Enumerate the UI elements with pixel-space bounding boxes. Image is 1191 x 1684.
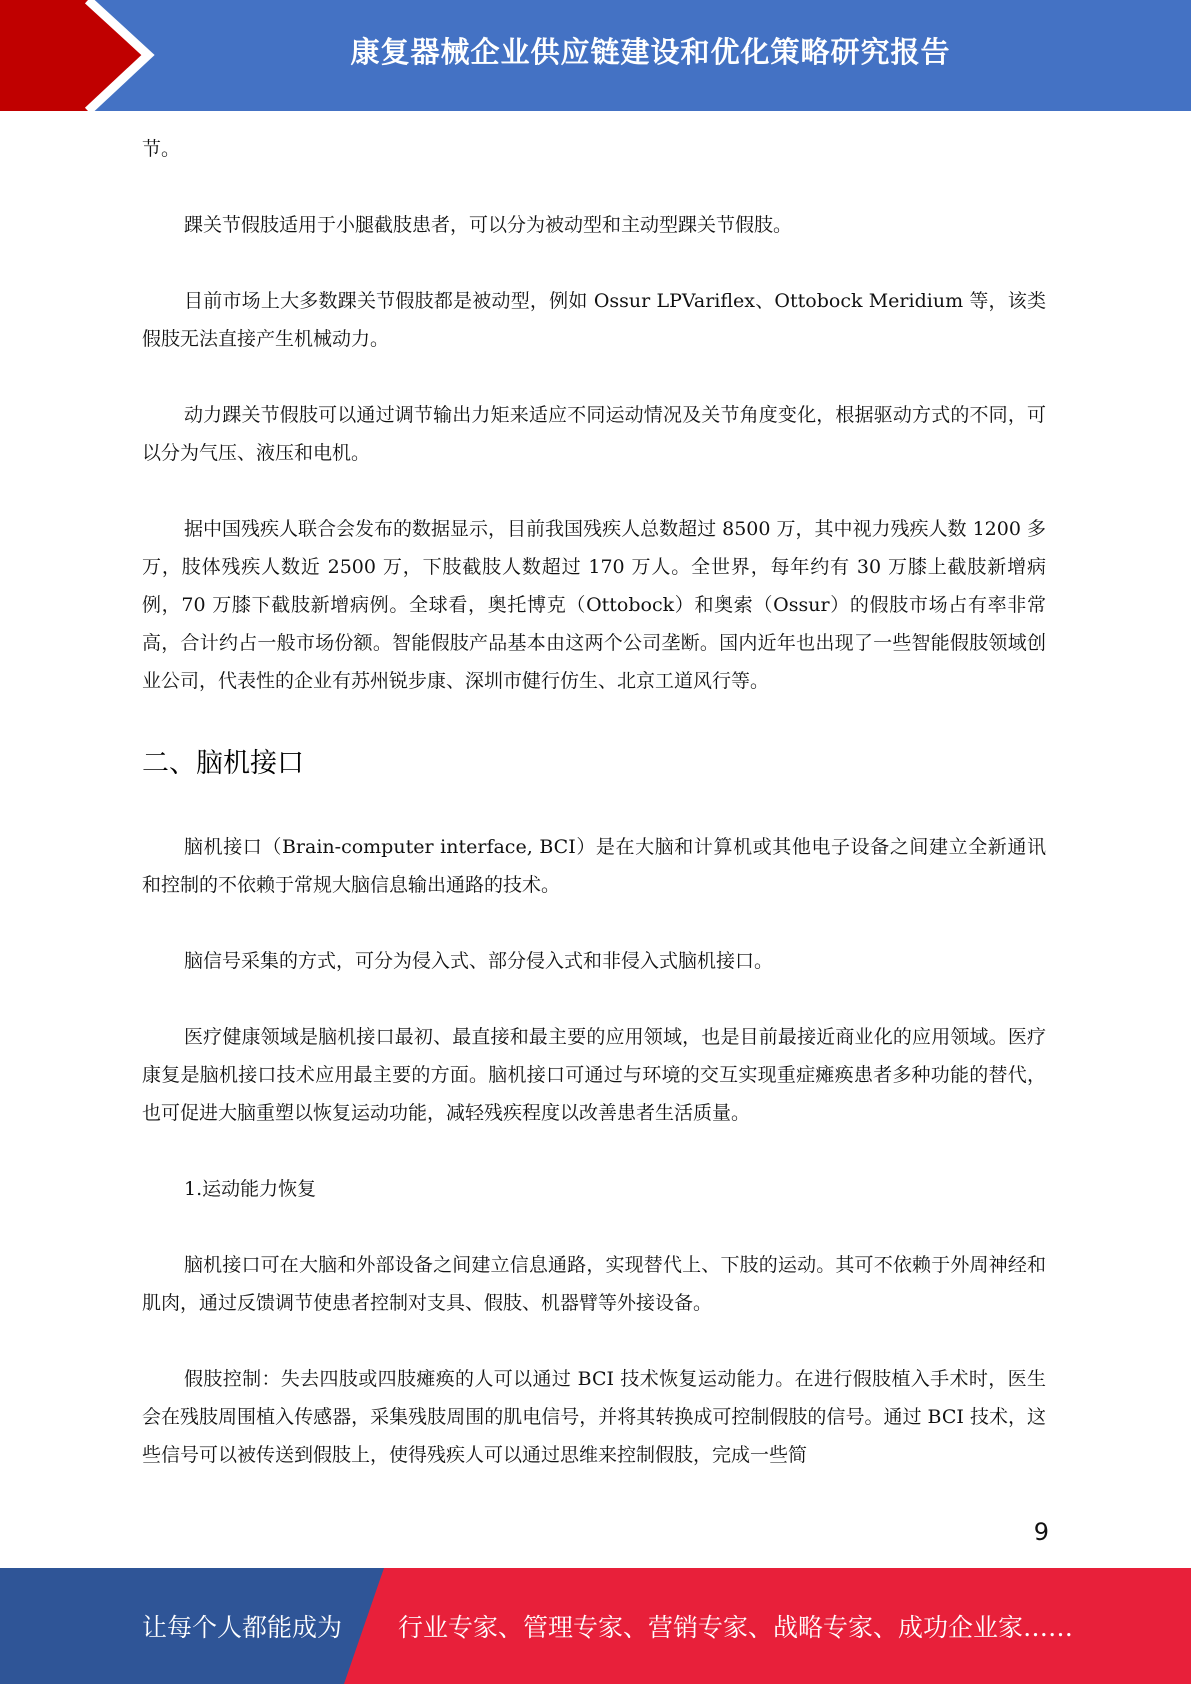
footer-roles: 行业专家、管理专家、营销专家、战略专家、成功企业家…… <box>398 1613 1074 1642</box>
subheading: 1.运动能力恢复 <box>184 1178 317 1200</box>
page-number: 9 <box>1033 1518 1049 1546</box>
paragraph: 医疗健康领域是脑机接口最初、最直接和最主要的应用领域，也是目前最接近商业化的应用领域。医疗康复是脑机接口技术应用最主要的方面。脑机接口可通过与环境的交互实现重症瘫痪患者多种功能的替代，也可促进大脑重塑以恢复运动功能，减轻残疾程度以改善患者生活质量。 <box>142 1026 1046 1124</box>
paragraph: 脑机接口可在大脑和外部设备之间建立信息通路，实现替代上、下肢的运动。其可不依赖于外周神经和肌肉，通过反馈调节使患者控制对支具、假肢、机器臂等外接设备。 <box>142 1254 1046 1314</box>
paragraph: 踝关节假肢适用于小腿截肢患者，可以分为被动型和主动型踝关节假肢。 <box>184 214 793 236</box>
section-heading: 二、脑机接口 <box>142 748 304 779</box>
document-body <box>142 130 1046 1512</box>
paragraph: 假肢控制：失去四肢或四肢瘫痪的人可以通过 BCI 技术恢复运动能力。在进行假肢植入手术时，医生会在残肢周围植入传感器，采集残肢周围的肌电信号，并将其转换成可控制假肢的信号。通过 BCI 技术，这些信号可以被传送到假肢上，使得残疾人可以通过思维来控制假肢，完成一些简 <box>142 1368 1046 1466</box>
paragraph: 脑机接口（Brain-computer interface, BCI）是在大脑和计算机或其他电子设备之间建立全新通讯和控制的不依赖于常规大脑信息输出通路的技术。 <box>142 836 1046 896</box>
paragraph: 据中国残疾人联合会发布的数据显示，目前我国残疾人总数超过 8500 万，其中视力残疾人数 1200 多万，肢体残疾人数近 2500 万，下肢截肢人数超过 170 万人。全世界，每年约有 30 万膝上截肢新增病例，70 万膝下截肢新增病例。全球看，奥托博克（Ottobock）和奥索（Ossur）的假肢市场占有率非常高，合计约占一般市场份额。智能假肢产品基本由这两个公司垄断。国内近年也出现了一些智能假肢领域创业公司，代表性的企业有苏州锐步康、深圳市健行仿生、北京工道风行等。 <box>142 518 1046 692</box>
page-header <box>0 0 1191 111</box>
report-title: 康复器械企业供应链建设和优化策略研究报告 <box>350 35 951 69</box>
paragraph: 目前市场上大多数踝关节假肢都是被动型，例如 Ossur LPVariflex、Ottobock Meridium 等，该类假肢无法直接产生机械动力。 <box>142 290 1046 350</box>
paragraph: 节。 <box>142 138 181 160</box>
paragraph: 动力踝关节假肢可以通过调节输出力矩来适应不同运动情况及关节角度变化，根据驱动方式的不同，可以分为气压、液压和电机。 <box>142 404 1046 464</box>
paragraph: 脑信号采集的方式，可分为侵入式、部分侵入式和非侵入式脑机接口。 <box>184 950 774 972</box>
page-footer <box>0 1568 1191 1684</box>
footer-slogan: 让每个人都能成为 <box>142 1613 343 1642</box>
